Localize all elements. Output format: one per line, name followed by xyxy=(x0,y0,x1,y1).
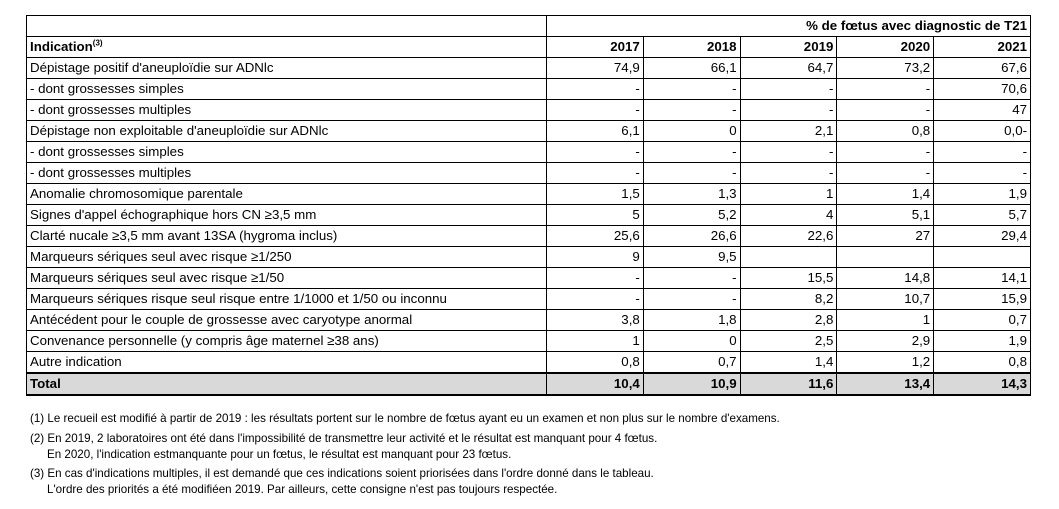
value-cell-2019: - xyxy=(740,79,837,100)
table-row xyxy=(27,79,1031,100)
value-cell-2018: - xyxy=(643,289,740,310)
value-cell-2021: 70,6 xyxy=(934,79,1031,100)
t21-table-container xyxy=(26,15,1030,396)
footnotes xyxy=(30,411,1030,498)
value-cell-2019 xyxy=(740,247,837,268)
value-cell-2020: 5,1 xyxy=(837,205,934,226)
value-cell-2020: - xyxy=(837,163,934,184)
table-row xyxy=(27,289,1031,310)
row-label: Autre indication xyxy=(27,352,547,374)
value-cell-2018: 9,5 xyxy=(643,247,740,268)
footnote-3-continuation: L'ordre des priorités a été modifiéen 2019. Par ailleurs, cette consigne n'est pas toujours respectée. xyxy=(47,483,558,497)
value-cell-2020: 73,2 xyxy=(837,58,934,79)
value-cell-2020: 13,4 xyxy=(837,373,934,395)
row-label: Anomalie chromosomique parentale xyxy=(27,184,547,205)
table-row xyxy=(27,331,1031,352)
value-cell-2019: - xyxy=(740,100,837,121)
value-cell-2020 xyxy=(837,247,934,268)
row-label: Antécédent pour le couple de grossesse avec caryotype anormal xyxy=(27,310,547,331)
row-label: - dont grossesses multiples xyxy=(27,163,547,184)
value-cell-2017: 25,6 xyxy=(547,226,644,247)
value-cell-2021: 0,7 xyxy=(934,310,1031,331)
value-cell-2017: 1 xyxy=(547,331,644,352)
value-cell-2017: 3,8 xyxy=(547,310,644,331)
value-cell-2017: 1,5 xyxy=(547,184,644,205)
table-body xyxy=(27,58,1031,396)
year-header-2017: 2017 xyxy=(547,37,644,58)
total-row xyxy=(27,373,1031,395)
row-label: Total xyxy=(27,373,547,395)
value-cell-2018: 5,2 xyxy=(643,205,740,226)
value-cell-2021: - xyxy=(934,163,1031,184)
t21-diagnosis-table xyxy=(26,15,1031,396)
table-row xyxy=(27,205,1031,226)
table-row xyxy=(27,184,1031,205)
value-cell-2018: - xyxy=(643,100,740,121)
value-cell-2020: 14,8 xyxy=(837,268,934,289)
value-cell-2019: 1 xyxy=(740,184,837,205)
value-cell-2019: 11,6 xyxy=(740,373,837,395)
value-cell-2018: 10,9 xyxy=(643,373,740,395)
value-cell-2017: 10,4 xyxy=(547,373,644,395)
value-cell-2018: 0 xyxy=(643,331,740,352)
table-row xyxy=(27,247,1031,268)
value-cell-2019: 4 xyxy=(740,205,837,226)
table-row xyxy=(27,121,1031,142)
value-cell-2020: - xyxy=(837,79,934,100)
blank-header-cell xyxy=(27,16,547,37)
value-cell-2017: 6,1 xyxy=(547,121,644,142)
group-header: % de fœtus avec diagnostic de T21 xyxy=(547,16,1031,37)
value-cell-2018: - xyxy=(643,268,740,289)
value-cell-2017: 0,8 xyxy=(547,352,644,374)
footnote-3: (3) En cas d'indications multiples, il est demandé que ces indications soient priorisées dans l'ordre donné dans le tableau. xyxy=(30,467,654,481)
table-row xyxy=(27,100,1031,121)
value-cell-2021: 47 xyxy=(934,100,1031,121)
value-cell-2017: - xyxy=(547,142,644,163)
value-cell-2018: 66,1 xyxy=(643,58,740,79)
row-label: Convenance personnelle (y compris âge maternel ≥38 ans) xyxy=(27,331,547,352)
year-header-2020: 2020 xyxy=(837,37,934,58)
value-cell-2021: 1,9 xyxy=(934,331,1031,352)
value-cell-2018: - xyxy=(643,79,740,100)
value-cell-2020: 1 xyxy=(837,310,934,331)
value-cell-2021: 1,9 xyxy=(934,184,1031,205)
table-row xyxy=(27,142,1031,163)
value-cell-2018: 26,6 xyxy=(643,226,740,247)
value-cell-2017: - xyxy=(547,100,644,121)
indication-header-label: Indication xyxy=(30,39,93,54)
value-cell-2019: 2,8 xyxy=(740,310,837,331)
indication-header xyxy=(27,37,547,58)
footnote-1: (1) Le recueil est modifié à partir de 2019 : les résultats portent sur le nombre de fœtus ayant eu un examen et non plus sur le nombre d'examens. xyxy=(30,412,780,425)
year-header-2018: 2018 xyxy=(643,37,740,58)
value-cell-2021: - xyxy=(934,142,1031,163)
row-label: Marqueurs sériques seul avec risque ≥1/250 xyxy=(27,247,547,268)
value-cell-2018: - xyxy=(643,142,740,163)
value-cell-2019: 8,2 xyxy=(740,289,837,310)
value-cell-2019: 15,5 xyxy=(740,268,837,289)
value-cell-2017: - xyxy=(547,163,644,184)
row-label: - dont grossesses multiples xyxy=(27,100,547,121)
value-cell-2018: - xyxy=(643,163,740,184)
row-label: - dont grossesses simples xyxy=(27,79,547,100)
value-cell-2021: 14,3 xyxy=(934,373,1031,395)
value-cell-2017: - xyxy=(547,289,644,310)
value-cell-2019: - xyxy=(740,163,837,184)
value-cell-2018: 0,7 xyxy=(643,352,740,374)
column-header-row xyxy=(27,37,1031,58)
value-cell-2021: 67,6 xyxy=(934,58,1031,79)
group-header-row xyxy=(27,16,1031,37)
table-row xyxy=(27,226,1031,247)
row-label: Marqueurs sériques risque seul risque entre 1/1000 et 1/50 ou inconnu xyxy=(27,289,547,310)
value-cell-2018: 0 xyxy=(643,121,740,142)
value-cell-2020: - xyxy=(837,100,934,121)
value-cell-2021: 29,4 xyxy=(934,226,1031,247)
table-row xyxy=(27,58,1031,79)
value-cell-2021: 15,9 xyxy=(934,289,1031,310)
table-row xyxy=(27,352,1031,374)
value-cell-2020: - xyxy=(837,142,934,163)
value-cell-2020: 0,8 xyxy=(837,121,934,142)
table-row xyxy=(27,310,1031,331)
value-cell-2017: - xyxy=(547,268,644,289)
value-cell-2021: 0,0- xyxy=(934,121,1031,142)
value-cell-2021 xyxy=(934,247,1031,268)
row-label: Clarté nucale ≥3,5 mm avant 13SA (hygroma inclus) xyxy=(27,226,547,247)
value-cell-2019: 1,4 xyxy=(740,352,837,374)
value-cell-2020: 2,9 xyxy=(837,331,934,352)
row-label: Signes d'appel échographique hors CN ≥3,5 mm xyxy=(27,205,547,226)
value-cell-2020: 1,2 xyxy=(837,352,934,374)
footnote-2: (2) En 2019, 2 laboratoires ont été dans l'impossibilité de transmettre leur activité et le résultat est manquant pour 4 fœtus. xyxy=(30,431,658,445)
indication-header-footnote: (3) xyxy=(92,38,103,48)
value-cell-2019: - xyxy=(740,142,837,163)
value-cell-2018: 1,3 xyxy=(643,184,740,205)
value-cell-2021: 0,8 xyxy=(934,352,1031,374)
value-cell-2017: - xyxy=(547,79,644,100)
table-row xyxy=(27,163,1031,184)
value-cell-2019: 2,1 xyxy=(740,121,837,142)
value-cell-2021: 5,7 xyxy=(934,205,1031,226)
value-cell-2019: 22,6 xyxy=(740,226,837,247)
value-cell-2019: 64,7 xyxy=(740,58,837,79)
year-header-2021: 2021 xyxy=(934,37,1031,58)
footnote-2-continuation: En 2020, l'indication estmanquante pour un fœtus, le résultat est manquant pour 23 fœtus. xyxy=(47,447,512,461)
value-cell-2020: 27 xyxy=(837,226,934,247)
value-cell-2020: 1,4 xyxy=(837,184,934,205)
value-cell-2017: 74,9 xyxy=(547,58,644,79)
row-label: Dépistage non exploitable d'aneuploïdie sur ADNlc xyxy=(27,121,547,142)
value-cell-2017: 9 xyxy=(547,247,644,268)
year-header-2019: 2019 xyxy=(740,37,837,58)
table-row xyxy=(27,268,1031,289)
value-cell-2018: 1,8 xyxy=(643,310,740,331)
value-cell-2019: 2,5 xyxy=(740,331,837,352)
row-label: - dont grossesses simples xyxy=(27,142,547,163)
row-label: Dépistage positif d'aneuploïdie sur ADNlc xyxy=(27,58,547,79)
value-cell-2021: 14,1 xyxy=(934,268,1031,289)
row-label: Marqueurs sériques seul avec risque ≥1/50 xyxy=(27,268,547,289)
value-cell-2020: 10,7 xyxy=(837,289,934,310)
value-cell-2017: 5 xyxy=(547,205,644,226)
